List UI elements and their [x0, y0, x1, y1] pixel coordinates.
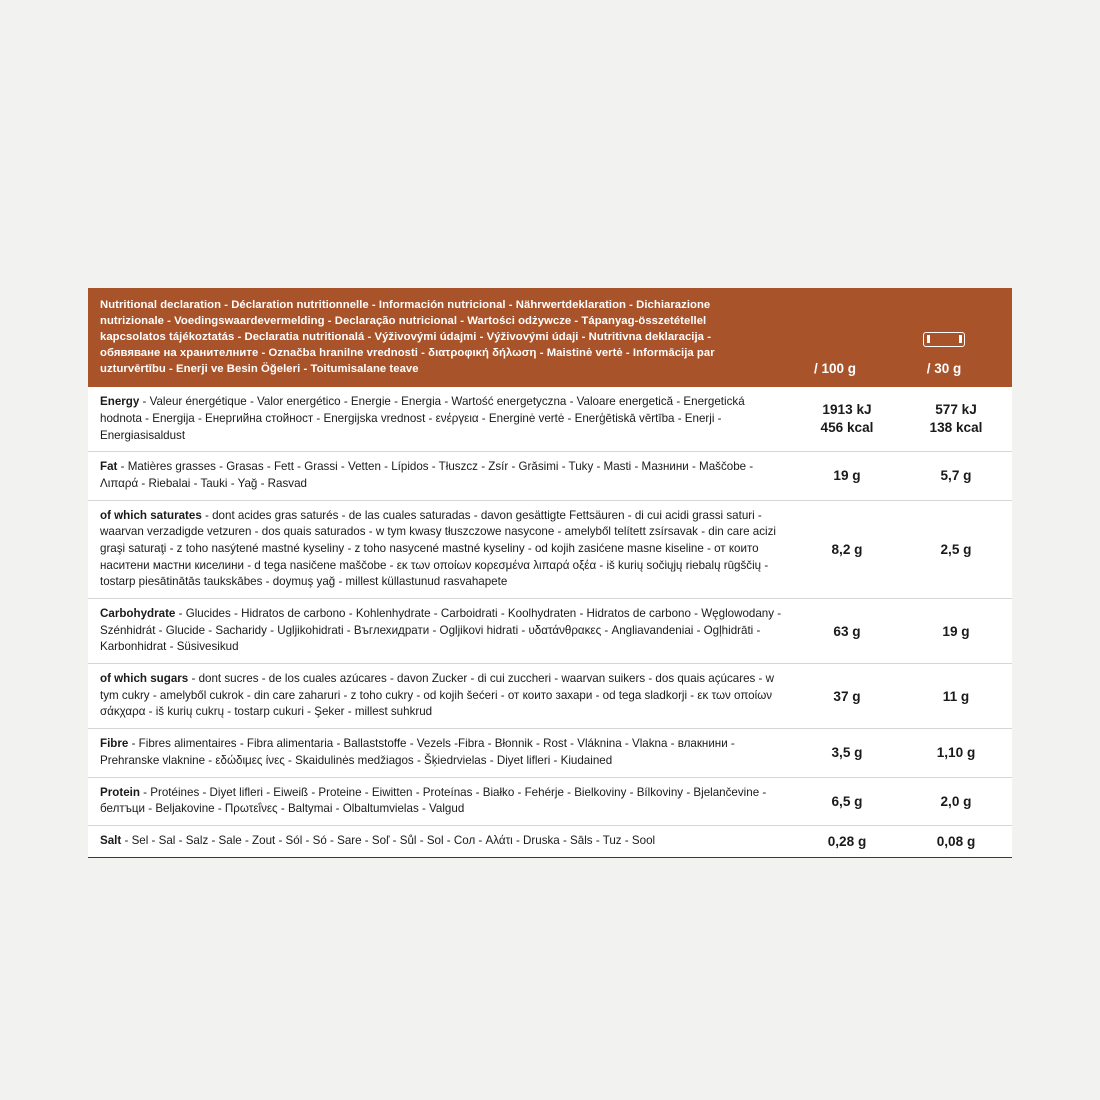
nutrient-names [88, 664, 794, 728]
nutrient-translations: - Protéines - Diyet lifleri - Eiweiß - Proteine - Eiwitten - Proteínas - Białko - Fehérje - Bielkoviny - Bílkoviny - Bjelančevine - белтъци - Beljakovine - Πρωτεΐνες - Baltymai - Olbaltumvielas - Valgud [100, 785, 767, 816]
table-row [88, 729, 1012, 777]
value-100g: 6,5 g [831, 793, 863, 809]
value-30g: 0,08 g [936, 833, 976, 849]
nutrient-name: Protein [100, 785, 140, 799]
value-100g: 8,2 g [831, 541, 863, 557]
value-100g: 3,5 g [831, 745, 863, 761]
value-100g: 37 g [833, 688, 861, 704]
nutrient-names [88, 729, 794, 776]
nutrient-names [88, 501, 794, 598]
table-row [88, 599, 1012, 664]
nutrient-name: Fibre [100, 737, 129, 751]
nutrient-names [88, 387, 794, 451]
value-30g-kj: 577 kJ [935, 402, 977, 418]
nutrient-translations: - Fibres alimentaires - Fibra alimentaria - Ballaststoffe - Vezels -Fibra - Błonnik - Rost - Vláknina - Vlakna - влакнини - Prehranske vlaknine - εδώδιμες ίνες - Skaidulinės medžiagos - Šķiedrvielas - Diyet lifleri - Kiudained [100, 737, 735, 767]
nutritional-declaration-languages: Nutritional declaration - Déclaration nutritionnelle - Información nutricional - Nährwertdeklaration - Dichiarazione nutrizionale - Voedingswaardevermelding - Declaração nutricional - Wartości odżywcze - Tápanyag-összetétellel kapcsolatos tájékoztatás - Declaratia nutritionalá - Výživovými údajmi - Výživovými údaji - Nutritivna deklaracija - обявяване на хранителните - Označba hranilne vrednosti - διατροφική δήλωση - Maistinė vertė - Informācija par uzturvērtību - Enerji ve Besin Öğeleri - Toitumisalane teave [100, 299, 715, 376]
table-row [88, 452, 1012, 500]
nutrient-names [88, 826, 794, 857]
nutrient-name: Salt [100, 833, 122, 847]
nutrition-table [88, 288, 1012, 858]
table-header [88, 288, 1012, 387]
nutrient-names [88, 452, 794, 499]
value-30g: 2,5 g [940, 541, 972, 557]
nutrient-names [88, 778, 794, 825]
nutrient-translations: - Glucides - Hidratos de carbono - Kohlenhydrate - Carboidrati - Koolhydraten - Hidratos de carbono - Węglowodany - Szénhidrát - Glucide - Sacharidy - Ugljikohidrati - Въглехидрати - Ogljikovi hidrati - υδατάνθρακες - Angliavandeniai - Ogļhidrāti - Karbonhidrat - Süsivesikud [100, 607, 782, 654]
nutrient-name: Carbohydrate [100, 607, 176, 621]
value-100g: 63 g [833, 623, 861, 639]
value-30g: 2,0 g [940, 793, 972, 809]
nutrient-name: Fat [100, 460, 118, 474]
nutrient-translations: - Sel - Sal - Salz - Sale - Zout - Sól - Só - Sare - Soľ - Sůl - Sol - Сол - Αλάτι - Druska - Sāls - Tuz - Sool [121, 833, 656, 847]
value-30g: 11 g [942, 688, 970, 704]
table-body [88, 387, 1012, 857]
value-100g: 19 g [833, 468, 861, 484]
column-header-100g [782, 297, 888, 377]
value-30g-kcal: 138 kcal [929, 420, 983, 436]
nutrient-translations: - Valeur énergétique - Valor energético - Energie - Energia - Wartość energetyczna - Valoare energetică - Energetická hodnota - Energija - Енергийна стойност - Energijska vrednost - ενέργεια - Energinė vertė - Enerģētiskā vērtība - Enerji - Energiasisaldust [100, 395, 745, 442]
table-row [88, 778, 1012, 826]
value-100g-kj: 1913 kJ [822, 402, 872, 418]
nutrient-translations: - Matières grasses - Grasas - Fett - Grassi - Vetten - Lípidos - Tłuszcz - Zsír - Grăsimi - Tuky - Masti - Мазнини - Maščobe - Λιπαρά - Riebalai - Tauki - Yağ - Rasvad [100, 460, 754, 490]
value-100g-kcal: 456 kcal [820, 420, 874, 436]
column-header-30g-label: / 30 g [926, 361, 962, 377]
value-30g: 19 g [942, 623, 970, 639]
nutrient-name: Energy [100, 395, 140, 409]
table-row [88, 387, 1012, 452]
nutrient-translations: - dont sucres - de los cuales azúcares - davon Zucker - di cui zuccheri - waarvan suikers - dos quais açúcares - w tym cukry - amelyből cukrok - din care zaharuri - z toho cukry - od kojih šećeri - от които захари - od tega sladkorji - εκ των οποίων σάκχαρα - iš kurių cukrų - tostarp cukuri - Şeker - millest suhkrud [100, 672, 774, 719]
column-header-30g [888, 297, 1000, 377]
cereal-bar-icon [923, 332, 965, 347]
table-row [88, 664, 1012, 729]
column-header-100g-label: / 100 g [813, 361, 857, 377]
value-30g [900, 387, 1012, 451]
table-row [88, 826, 1012, 858]
value-100g [794, 387, 900, 451]
nutrient-names [88, 599, 794, 663]
nutrient-translations: - dont acides gras saturés - de las cuales saturadas - davon gesättigte Fettsäuren - di cui acidi grassi saturi - waarvan verzadigde vetzuren - dos quais saturados - w tym kwasy tłuszczowe nasycone - amelyből telített zsírsavak - din care acizi graşi saturaţi - z toho nasýtené mastné kyseliny - z toho nasycené mastné kyseliny - od kojih zasićene masne kiseline - от които наситени мастни киселини - d tega nasičene maščobe - εκ των οποίων κορεσμένα λιπαρά οξέα - iš kurių sočiųjų riebalų rūgščių - tostarp piesātinātās taukskābes - doymuş yağ - millest küllastunud rasvahapete [100, 508, 776, 589]
nutrient-name: of which sugars [100, 672, 189, 686]
value-100g: 0,28 g [827, 833, 867, 849]
value-30g: 1,10 g [936, 745, 976, 761]
nutrient-name: of which saturates [100, 508, 202, 522]
table-row [88, 501, 1012, 599]
value-30g: 5,7 g [940, 468, 972, 484]
